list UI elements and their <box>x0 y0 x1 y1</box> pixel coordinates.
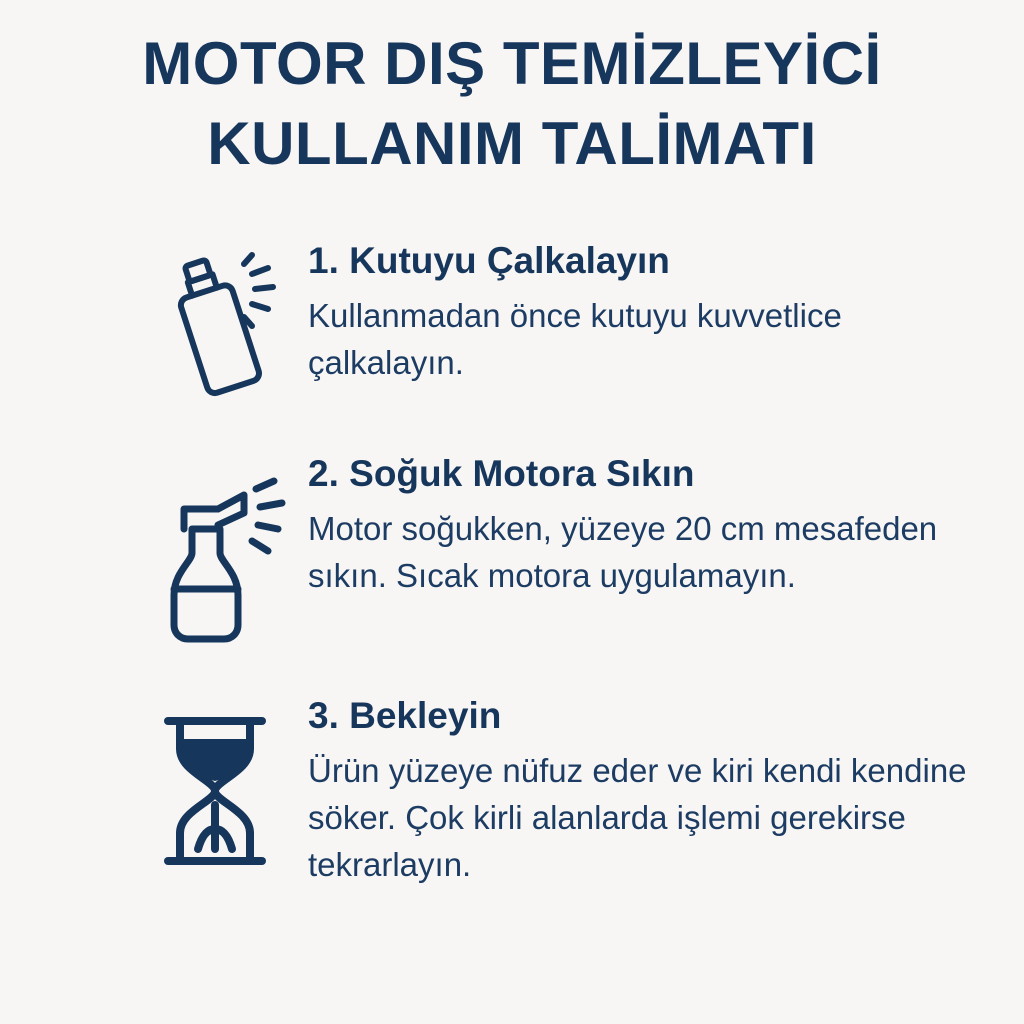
step-item-2 <box>130 451 984 649</box>
spray-can-icon <box>130 238 300 407</box>
step-heading-1: 1. Kutuyu Çalkalayın <box>308 240 670 281</box>
step-heading-3: 3. Bekleyin <box>308 695 502 736</box>
step-text-2: Motor soğukken, yüzeye 20 cm mesafeden sıkın. Sıcak motora uygulamayın. <box>308 510 938 594</box>
step-body-2 <box>300 451 984 599</box>
spray-bottle-icon <box>130 451 300 649</box>
page-title <box>0 0 1024 184</box>
step-heading-2: 2. Soğuk Motora Sıkın <box>308 453 695 494</box>
step-text-1: Kullanmadan önce kutuyu kuvvetlice çalkalayın. <box>308 297 842 381</box>
steps-list <box>0 238 1024 888</box>
page-title-line-2: KULLANIM TALİMATI <box>207 110 817 177</box>
step-body-3 <box>300 693 984 888</box>
step-item-1 <box>130 238 984 407</box>
step-item-3 <box>130 693 984 888</box>
page-title-line-1: MOTOR DIŞ TEMİZLEYİCİ <box>142 30 882 97</box>
step-body-1 <box>300 238 984 386</box>
step-text-3: Ürün yüzeye nüfuz eder ve kiri kendi kendine söker. Çok kirli alanlarda işlemi gerekirse tekrarlayın. <box>308 752 967 883</box>
hourglass-icon <box>130 693 300 874</box>
